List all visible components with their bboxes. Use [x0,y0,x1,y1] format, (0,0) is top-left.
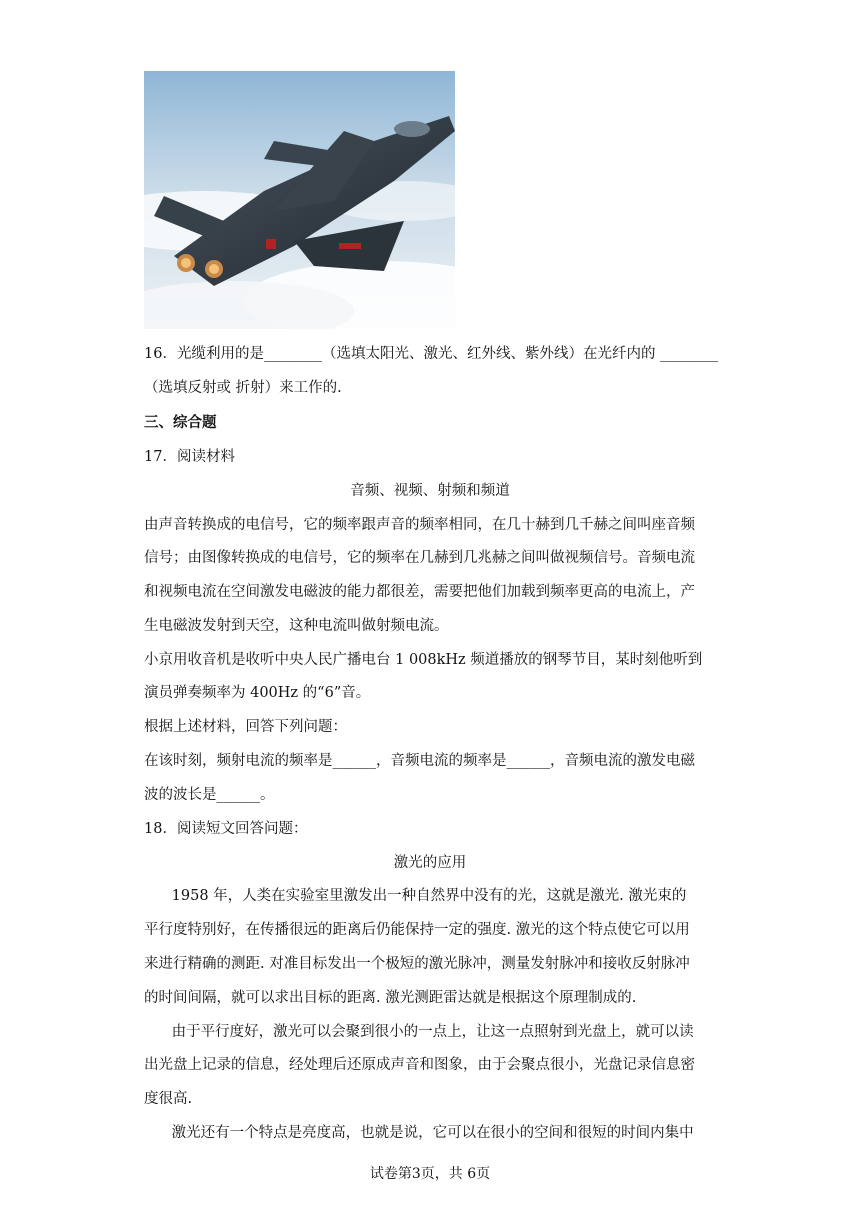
section-3-title: 三、综合题 [144,414,217,431]
fighter-jet-photo [144,71,455,329]
question-18-intro: 18．阅读短文回答问题： [144,821,308,837]
question-17-text-line: 波的波长是______。 [144,787,275,803]
question-16-line-1: 16．光缆利用的是________（选填太阳光、激光、红外线、紫外线）在光纤内的 ________ [144,346,719,362]
question-17-article-title: 音频、视频、射频和频道 [350,483,510,499]
question-18-text-line: 度很高. [144,1091,193,1107]
question-18-text-line: 的时间间隔，就可以求出目标的距离. 激光测距雷达就是根据这个原理制成的. [144,990,637,1006]
question-17-text-line: 小京用收音机是收听中央人民广播电台 1 008kHz 频道播放的钢琴节目，某时刻他听到 [144,652,703,668]
question-17-text-line: 信号；由图像转换成的电信号，它的频率在几赫到几兆赫之间叫做视频信号。音频电流 [144,550,695,566]
question-18-text-line: 由于平行度好，激光可以会聚到很小的一点上，让这一点照射到光盘上，就可以读 [144,1024,694,1040]
question-18-text-line: 来进行精确的测距. 对准目标发出一个极短的激光脉冲，测量发射脉冲和接收反射脉冲 [144,956,690,972]
question-18-article-title: 激光的应用 [393,855,467,871]
question-17-text-line: 根据上述材料，回答下列问题： [144,719,347,735]
question-17-intro: 17．阅读材料 [144,449,235,465]
page-footer: 试卷第3页，共 6页 [369,1166,491,1182]
question-16-line-2: （选填反射或 折射）来工作的. [144,380,342,396]
question-17-text-line: 生电磁波发射到天空，这种电流叫做射频电流。 [144,618,449,634]
question-18-text-line: 平行度特别好，在传播很远的距离后仍能保持一定的强度. 激光的这个特点使它可以用 [144,922,690,938]
question-18-text-line: 激光还有一个特点是亮度高，也就是说，它可以在很小的空间和很短的时间内集中 [144,1125,694,1141]
question-17-text-line: 演员弹奏频率为 400Hz 的“6”音。 [144,685,371,701]
question-18-text-line: 1958 年，人类在实验室里激发出一种自然界中没有的光，这就是激光. 激光束的 [144,888,687,904]
question-17-text-line: 在该时刻，频射电流的频率是______，音频电流的频率是______，音频电流的激发电磁 [144,753,695,769]
question-17-text-line: 和视频电流在空间激发电磁波的能力都很差，需要把他们加载到频率更高的电流上，产 [144,584,695,600]
question-18-text-line: 出光盘上记录的信息，经处理后还原成声音和图象，由于会聚点很小，光盘记录信息密 [144,1057,695,1073]
question-17-text-line: 由声音转换成的电信号，它的频率跟声音的频率相同，在几十赫到几千赫之间叫座音频 [144,517,695,533]
